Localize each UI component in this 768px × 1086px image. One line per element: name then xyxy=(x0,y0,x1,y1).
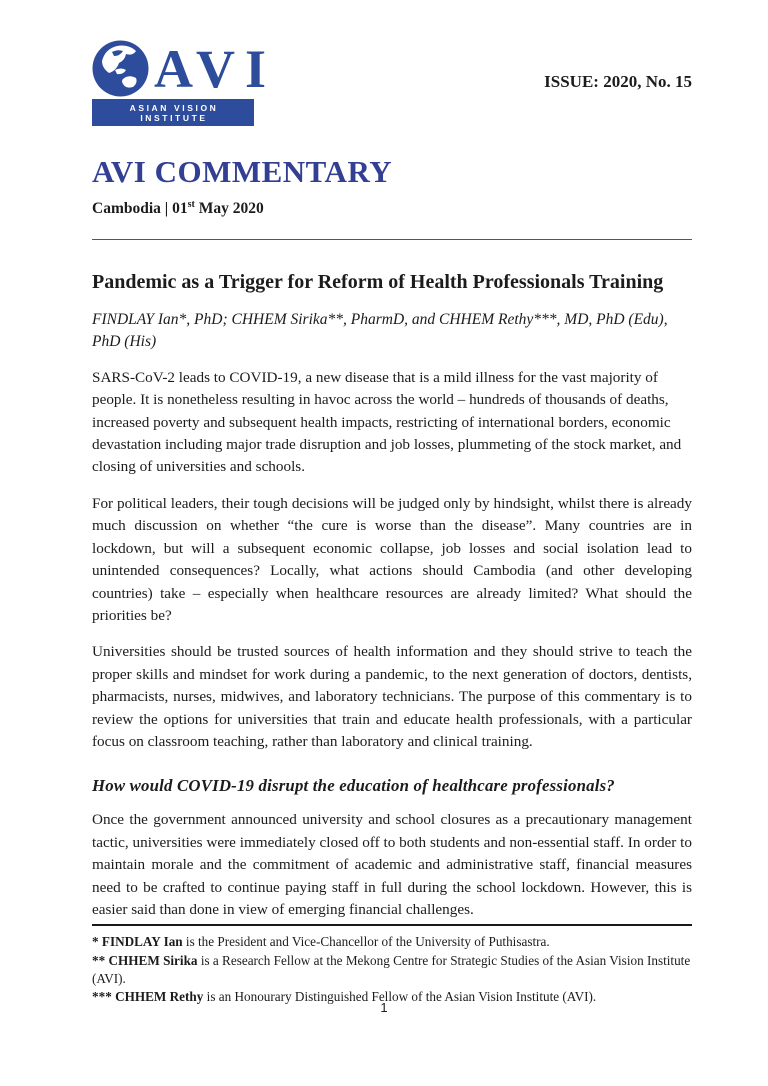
paragraph-intro: SARS-CoV-2 leads to COVID-19, a new disease that is a mild illness for the vast majority of people. It is nonetheless resulting in havoc across the world – hundreds of thousands of deaths, increased poverty and subsequent health impacts, restricting of international borders, economic devastation including major trade disruption and job losses, plummeting of the stock market, and closing of universities and schools. xyxy=(92,368,682,476)
footnote-findlay-text: is the President and Vice-Chancellor of the University of Puthisastra. xyxy=(182,934,550,950)
page-number: 1 xyxy=(380,1000,388,1015)
dateline xyxy=(92,199,692,218)
masthead xyxy=(92,40,692,126)
dateline-main: Cambodia | 01 xyxy=(92,200,188,218)
issue-label: ISSUE: 2020, No. 15 xyxy=(544,72,692,91)
footnote-findlay xyxy=(92,933,692,951)
paragraph-political-leaders: For political leaders, their tough decisions will be judged only by hindsight, whilst there is already much discussion on whether “the cure is worse than the disease”. Many countries are in lockdown, but will a subsequent economic collapse, job losses and social isolation lead to unintended consequences? Locally, what actions should Cambodia (and other developing countries) take – especially when healthcare resources are already limited? What should the priorities be? xyxy=(92,494,692,624)
paragraph-closures: Once the government announced university and school closures as a precautionary management tactic, universities were immediately closed off to both students and non-essential staff. In order to maintain morale and the commitment of academic and administrative staff, financial measures need to be crafted to continue paying staff in full during the school lockdown. However, this is easier said than done in view of emerging financial challenges. xyxy=(92,811,692,918)
footnotes xyxy=(92,933,692,1006)
article-title: Pandemic as a Trigger for Reform of Health Professionals Training xyxy=(92,271,664,294)
footnote-chhem-rethy-name: *** CHHEM Rethy xyxy=(92,989,204,1005)
avi-logo xyxy=(92,40,276,126)
footnote-findlay-name: * FINDLAY Ian xyxy=(92,934,183,950)
footnote-chhem-rethy-text: is an Honourary Distinguished Fellow of the Asian Vision Institute (AVI). xyxy=(203,989,597,1005)
header-divider xyxy=(92,239,692,240)
dateline-rest: May 2020 xyxy=(194,200,264,218)
section-heading: How would COVID-19 disrupt the education of healthcare professionals? xyxy=(92,776,615,796)
logo-acronym: AVI xyxy=(154,38,277,99)
footnote-chhem-sirika-name: ** CHHEM Sirika xyxy=(92,952,198,968)
authors-line: FINDLAY Ian*, PhD; CHHEM Sirika**, PharmD, and CHHEM Rethy***, MD, PhD (Edu), PhD (His) xyxy=(92,310,668,350)
footnote-chhem-sirika xyxy=(92,952,692,989)
dateline-ordinal: st xyxy=(187,199,195,211)
publication-title: AVI COMMENTARY xyxy=(92,154,393,189)
paragraph-universities: Universities should be trusted sources of health information and they should strive to teach the proper skills and mindset for work during a pandemic, to the next generation of doctors, dentists, pharmacists, nurses, midwives, and laboratory technicians. The purpose of this commentary is to review the options for universities that train and educate health professionals, with a particular focus on classroom teaching, rather than laboratory and clinical training. xyxy=(92,643,692,750)
logo-top xyxy=(92,40,276,97)
logo-institute-bar: ASIAN VISION INSTITUTE xyxy=(92,99,254,126)
footnote-chhem-sirika-text: is a Research Fellow at the Mekong Centre for Strategic Studies of the Asian Vision Institute (AVI). xyxy=(92,952,691,986)
globe-icon xyxy=(92,40,149,97)
footnote-divider xyxy=(92,924,692,926)
